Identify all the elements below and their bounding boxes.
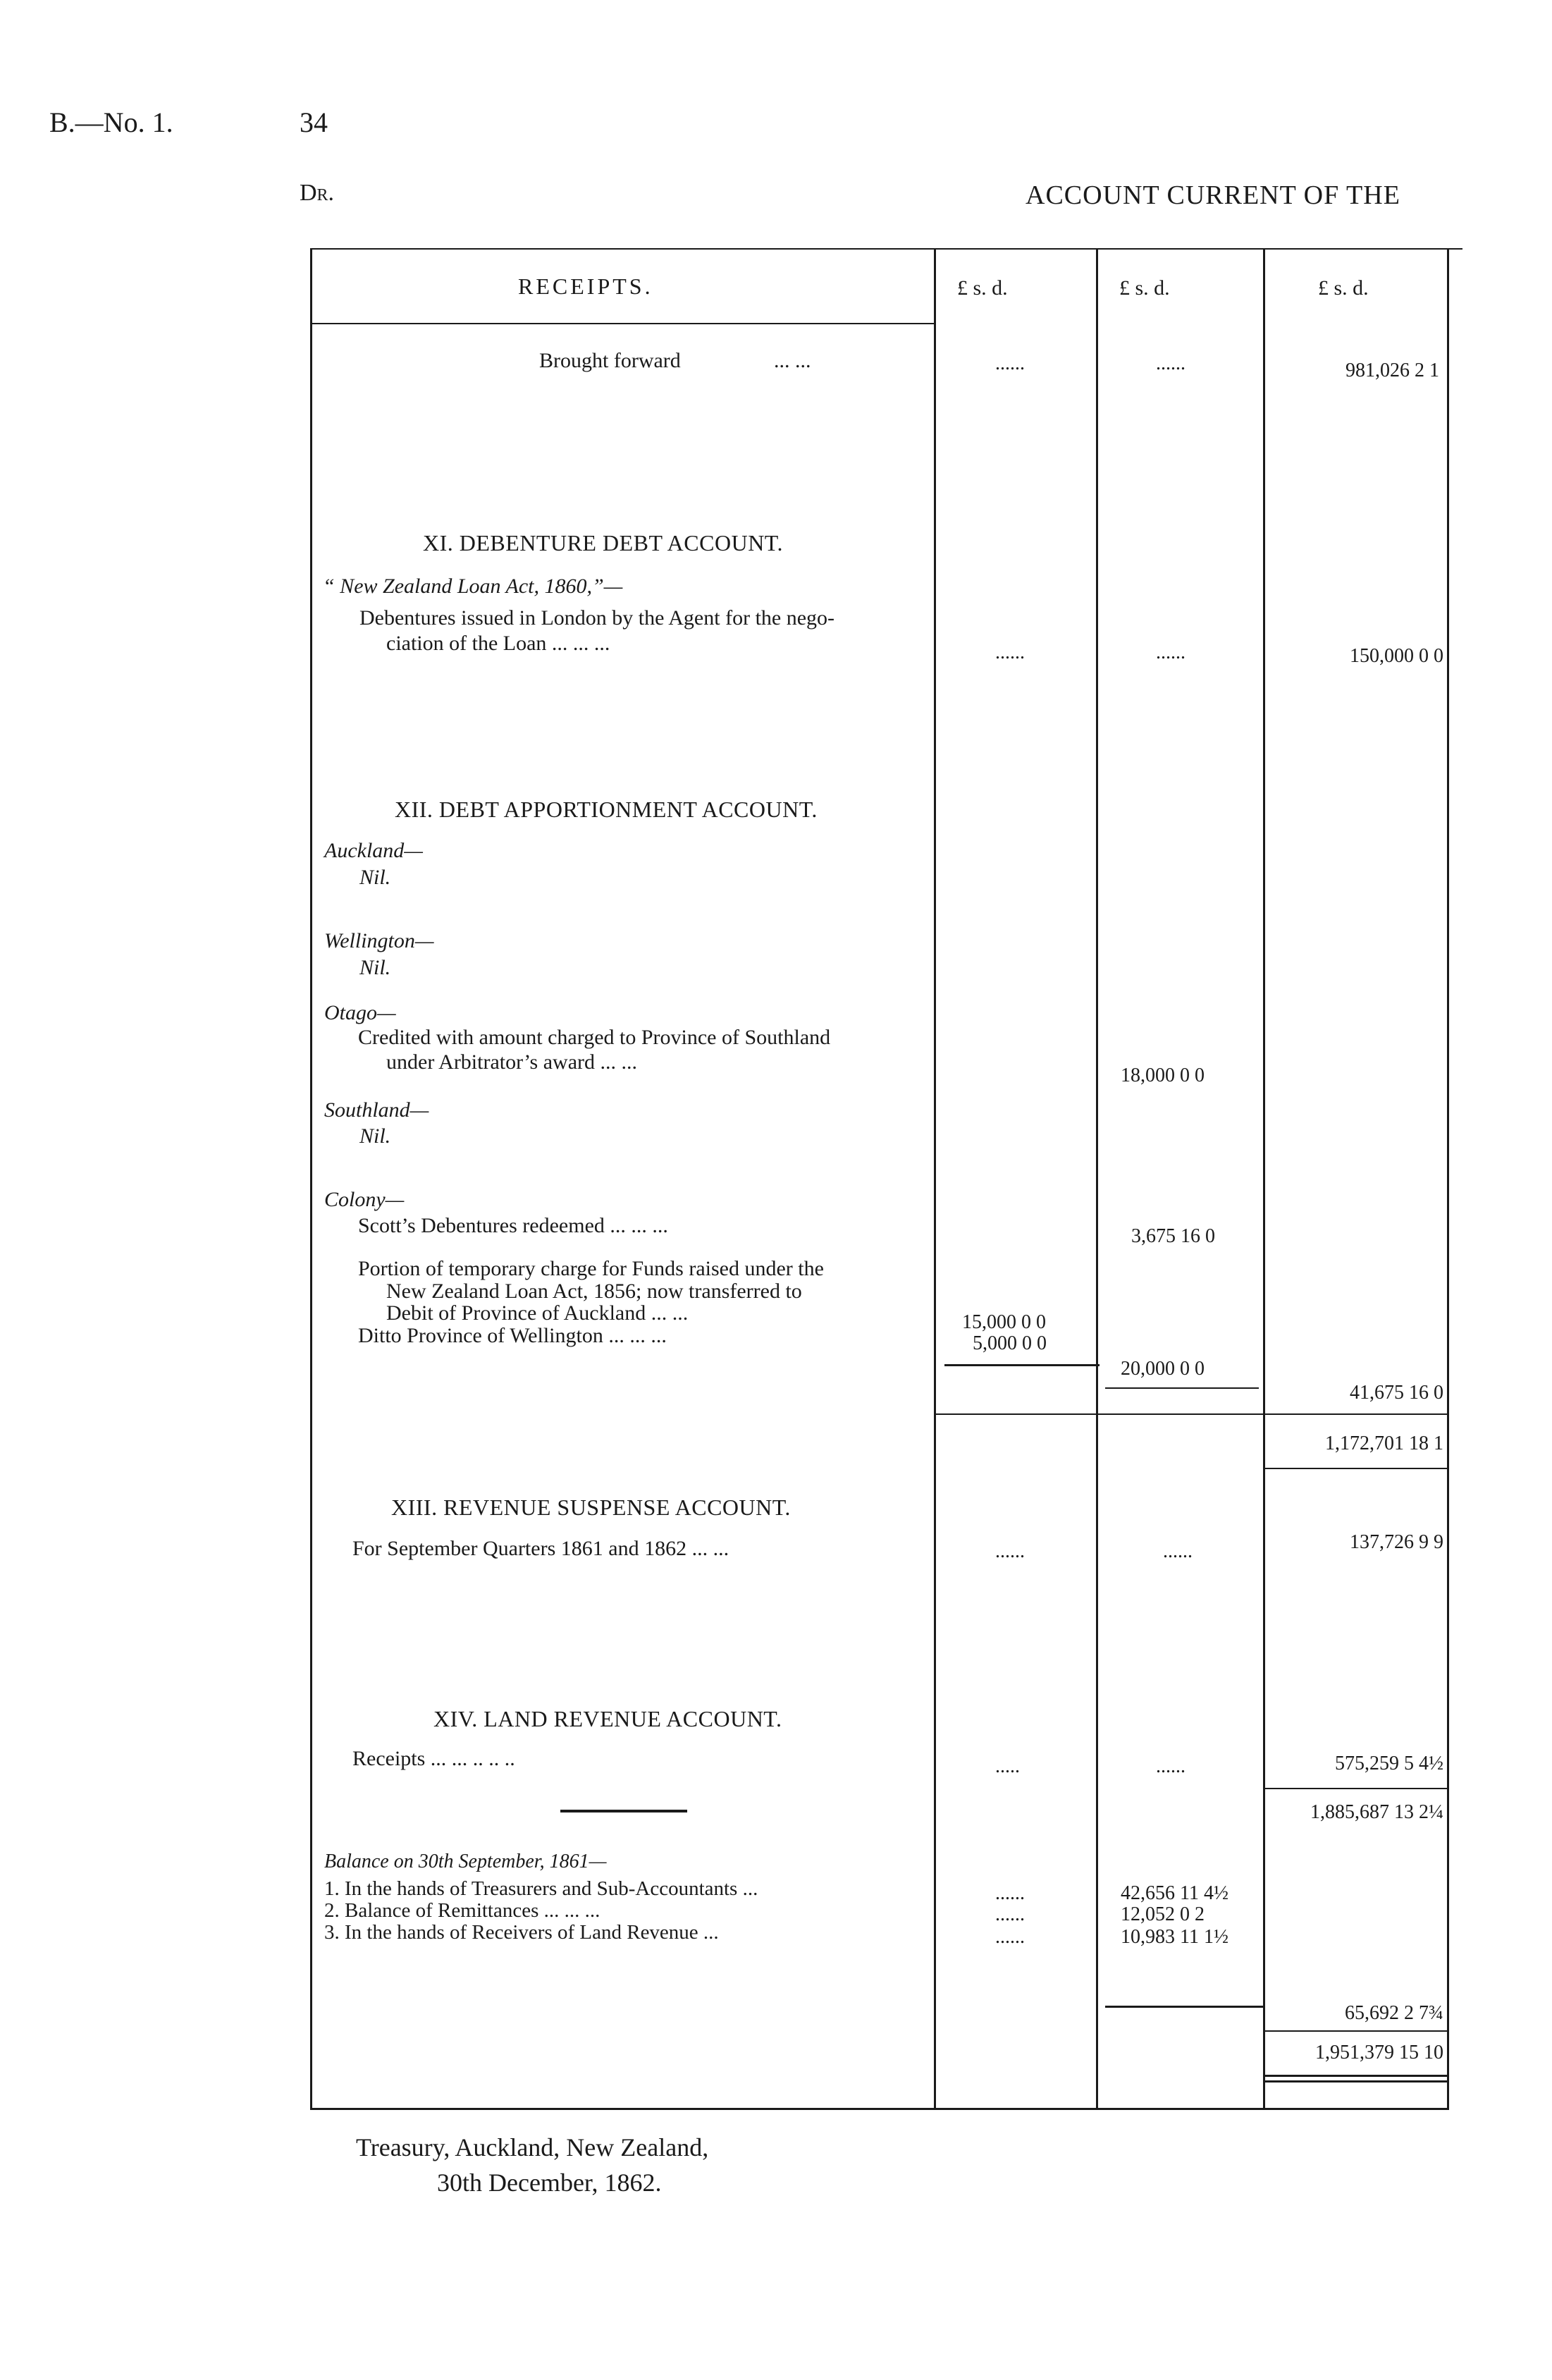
debit-side-label: Dr. xyxy=(300,180,335,206)
balance-col3: 65,692 2 7¾ xyxy=(1345,2002,1443,2024)
table-left-border xyxy=(310,248,312,2109)
balance-item-col1: ...... xyxy=(995,1882,1025,1904)
col2-header: £ s. d. xyxy=(1119,276,1170,300)
header-rule xyxy=(312,323,934,324)
grand-total-double-rule-2 xyxy=(1264,2080,1447,2082)
col1-subtotal-rule xyxy=(944,1364,1100,1366)
apportion-subtotal-col2: 20,000 0 0 xyxy=(1121,1358,1205,1380)
section-title: XIV. LAND REVENUE ACCOUNT. xyxy=(433,1706,782,1731)
balance-item-label: 3. In the hands of Receivers of Land Revenue ... xyxy=(324,1921,719,1944)
short-separator-rule xyxy=(560,1810,687,1812)
col3-header: £ s. d. xyxy=(1318,276,1369,300)
balance-item-label: 2. Balance of Remittances ... ... ... xyxy=(324,1899,601,1922)
grand-total: 1,951,379 15 10 xyxy=(1315,2042,1443,2063)
debenture-line-1: Debentures issued in London by the Agent for the nego- xyxy=(359,606,835,630)
otago-line-2: under Arbitrator’s award ... ... xyxy=(386,1050,638,1074)
debenture-col1: ...... xyxy=(995,642,1025,663)
balance-item-col2: 12,052 0 2 xyxy=(1121,1903,1205,1925)
land-revenue-running-total: 1,885,687 13 2¼ xyxy=(1310,1801,1443,1823)
balance-item-col2: 10,983 11 1½ xyxy=(1121,1926,1228,1948)
portion-line-3: Debit of Province of Auckland ... ... xyxy=(386,1301,689,1325)
col2-border xyxy=(1096,248,1098,2109)
col1-border xyxy=(934,248,936,2109)
page-title: ACCOUNT CURRENT OF THE xyxy=(1026,180,1400,210)
ditto-col1: 5,000 0 0 xyxy=(973,1332,1047,1354)
section-title: XIII. REVENUE SUSPENSE ACCOUNT. xyxy=(391,1495,791,1520)
southland-value: Nil. xyxy=(359,1124,391,1148)
land-revenue-col2: ...... xyxy=(1156,1755,1185,1777)
portion-line-1: Portion of temporary charge for Funds raised under the xyxy=(358,1257,824,1280)
suspense-line: For September Quarters 1861 and 1862 ... ... xyxy=(352,1537,729,1560)
land-revenue-line: Receipts ... ... .. .. .. xyxy=(352,1747,515,1770)
col1-header: £ s. d. xyxy=(957,276,1008,300)
running-total-underline xyxy=(1264,1468,1447,1469)
ditto-line: Ditto Province of Wellington ... ... ... xyxy=(358,1324,667,1347)
land-revenue-col1: ..... xyxy=(995,1755,1020,1777)
colony-label: Colony— xyxy=(324,1188,405,1211)
col3-border xyxy=(1263,248,1265,2109)
footer-date: 30th December, 1862. xyxy=(437,2169,662,2197)
receipts-header: RECEIPTS. xyxy=(518,274,653,299)
balance-item-col2: 42,656 11 4½ xyxy=(1121,1882,1228,1904)
grand-total-top-rule xyxy=(1264,2030,1447,2032)
auckland-value: Nil. xyxy=(359,866,391,889)
suspense-col3: 137,726 9 9 xyxy=(1350,1531,1443,1553)
portion-col1: 15,000 0 0 xyxy=(962,1311,1046,1333)
series-label: B.—No. 1. xyxy=(49,106,173,138)
suspense-col1: ...... xyxy=(995,1540,1025,1562)
brought-forward-col3: 981,026 2 1 xyxy=(1345,360,1439,381)
apportion-total-col3: 41,675 16 0 xyxy=(1350,1382,1443,1404)
debenture-col3: 150,000 0 0 xyxy=(1350,645,1443,667)
footer-place: Treasury, Auckland, New Zealand, xyxy=(356,2133,709,2161)
debenture-line-2: ciation of the Loan ... ... ... xyxy=(386,632,610,655)
portion-line-2: New Zealand Loan Act, 1856; now transferred to xyxy=(386,1280,802,1303)
wellington-label: Wellington— xyxy=(324,929,434,952)
brought-forward-label: Brought forward xyxy=(539,349,681,372)
grand-total-double-rule-1 xyxy=(1264,2075,1447,2077)
southland-label: Southland— xyxy=(324,1098,429,1122)
land-revenue-total-rule xyxy=(1264,1788,1447,1789)
section-title: XII. DEBT APPORTIONMENT ACCOUNT. xyxy=(395,797,818,822)
brought-forward-col1: ...... xyxy=(995,352,1025,374)
balance-col2-rule xyxy=(1105,2006,1264,2008)
debenture-col2: ...... xyxy=(1156,642,1185,663)
land-revenue-col3: 575,259 5 4½ xyxy=(1335,1753,1443,1774)
running-total-rule xyxy=(935,1413,1447,1415)
col2-subtotal-rule xyxy=(1105,1387,1259,1389)
table-right-border xyxy=(1447,248,1449,2109)
balance-item-col1: ...... xyxy=(995,1903,1025,1925)
scott-col2: 3,675 16 0 xyxy=(1131,1225,1215,1247)
running-total-col3: 1,172,701 18 1 xyxy=(1325,1433,1443,1454)
brought-forward-col2: ...... xyxy=(1156,352,1185,374)
auckland-label: Auckland— xyxy=(324,839,423,862)
section-title: XI. DEBENTURE DEBT ACCOUNT. xyxy=(423,530,783,556)
brought-forward-dots: ... ... xyxy=(774,349,811,372)
act-reference: “ New Zealand Loan Act, 1860,”— xyxy=(323,575,623,598)
balance-title: Balance on 30th September, 1861— xyxy=(324,1851,607,1872)
table-top-rule xyxy=(312,248,1462,250)
scott-line: Scott’s Debentures redeemed ... ... ... xyxy=(358,1214,668,1237)
balance-item-label: 1. In the hands of Treasurers and Sub-Accountants ... xyxy=(324,1877,758,1900)
wellington-value: Nil. xyxy=(359,956,391,979)
otago-col2: 18,000 0 0 xyxy=(1121,1065,1205,1086)
table-bottom-rule xyxy=(310,2108,1449,2110)
otago-label: Otago— xyxy=(324,1001,396,1024)
suspense-col2: ...... xyxy=(1163,1540,1193,1562)
balance-item-col1: ...... xyxy=(995,1926,1025,1948)
otago-line-1: Credited with amount charged to Province of Southland xyxy=(358,1026,831,1049)
page-number: 34 xyxy=(300,106,328,138)
